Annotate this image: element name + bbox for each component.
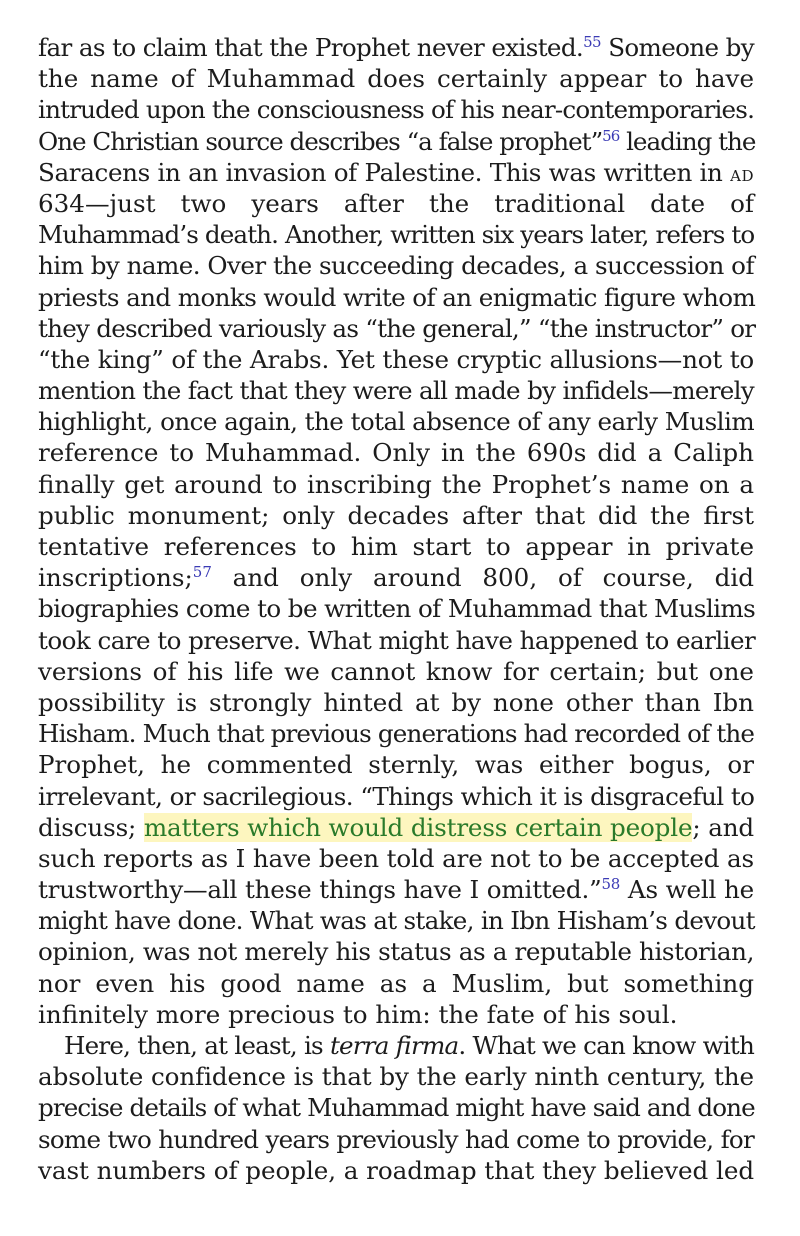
text-line: Saracens in an invasion of Palestine. This was written in AD	[38, 157, 754, 187]
text-line: vast numbers of people, a roadmap that they believed led	[38, 1155, 755, 1185]
text-line: trustworthy—all these things have I omitted.”$^{58}$ As well he	[38, 875, 754, 905]
text-line: absolute confidence is that by the early ninth century, the	[38, 1062, 754, 1092]
text-line: 634—just two years after the traditional date of	[38, 188, 754, 218]
text-line: irrelevant, or sacrilegious. “Things which it is disgraceful to	[38, 781, 755, 811]
text-line: they described variously as “the general,” “the instructor” or	[38, 313, 756, 343]
highlighted-passage[interactable]: matters which would distress certain people	[143, 812, 693, 842]
text-line: reference to Muhammad. Only in the 690s did a Caliph	[38, 438, 754, 468]
text-line: public monument; only decades after that did the first	[38, 500, 754, 530]
text-line: versions of his life we cannot know for certain; but one	[38, 656, 754, 686]
footnote-ref-55[interactable]: 55	[583, 33, 601, 51]
text-line: the name of Muhammad does certainly appear to have	[38, 64, 754, 94]
book-page	[38, 32, 754, 1186]
text-line: mention the fact that they were all made by infidels—merely	[38, 376, 754, 406]
text-line: “the king” of the Arabs. Yet these cryptic allusions—not to	[38, 344, 754, 374]
text-line: highlight, once again, the total absence of any early Muslim	[38, 407, 755, 437]
footnote-ref-56[interactable]: 56	[602, 126, 620, 145]
paragraph-2	[38, 1030, 754, 1186]
footnote-ref-58[interactable]: 58	[601, 875, 621, 894]
text-line: might have done. What was at stake, in Ibn Hisham’s devout	[38, 906, 755, 936]
text-line: tentative references to him start to appear in private	[38, 532, 754, 561]
italic-term: terra firma	[329, 1031, 459, 1060]
text-line: took care to preserve. What might have happened to earlier	[38, 625, 756, 655]
footnote-ref-57[interactable]: 57	[192, 563, 212, 582]
text-line: intruded upon the consciousness of his near-contemporaries.	[38, 95, 755, 125]
text-line: possibility is strongly hinted at by none other than Ibn	[38, 687, 754, 717]
text-line: Here, then, at least, is terra firma. What we can know with	[64, 1031, 755, 1060]
text-line: biographies come to be written of Muhammad that Muslims	[38, 594, 756, 624]
text-line: precise details of what Muhammad might have said and done	[38, 1093, 755, 1123]
text-line: priests and monks would write of an enigmatic figure whom	[38, 282, 756, 312]
text-line: One Christian source describes “a false prophet”$^{56}$ leading the	[38, 126, 756, 156]
text-line: finally get around to inscribing the Prophet’s name on a	[38, 469, 754, 499]
text-line: some two hundred years previously had come to provide, for	[38, 1124, 754, 1154]
text-line: Prophet, he commented sternly, was either bogus, or	[38, 750, 754, 780]
small-caps-ad: AD	[730, 166, 754, 185]
text-line: him by name. Over the succeeding decades, a succession of	[38, 251, 754, 281]
text-line: discuss; matters which would distress certain people; and	[38, 812, 754, 842]
text-line: inscriptions;$^{57}$ and only around 800, of course, did	[38, 563, 754, 593]
text-line: such reports as I have been told are not to be accepted as	[38, 843, 754, 873]
text-line: Hisham. Much that previous generations had recorded of the	[38, 719, 755, 749]
text-line: far as to claim that the Prophet never existed.$^{55}$ Someone by	[38, 33, 754, 62]
text-line: infinitely more precious to him: the fate of his soul.	[38, 999, 678, 1029]
text-line: Muhammad’s death. Another, written six years later, refers to	[38, 220, 755, 250]
text-line: nor even his good name as a Muslim, but something	[38, 968, 754, 998]
text-line: opinion, was not merely his status as a reputable historian,	[38, 937, 754, 967]
paragraph-1	[38, 32, 754, 1030]
